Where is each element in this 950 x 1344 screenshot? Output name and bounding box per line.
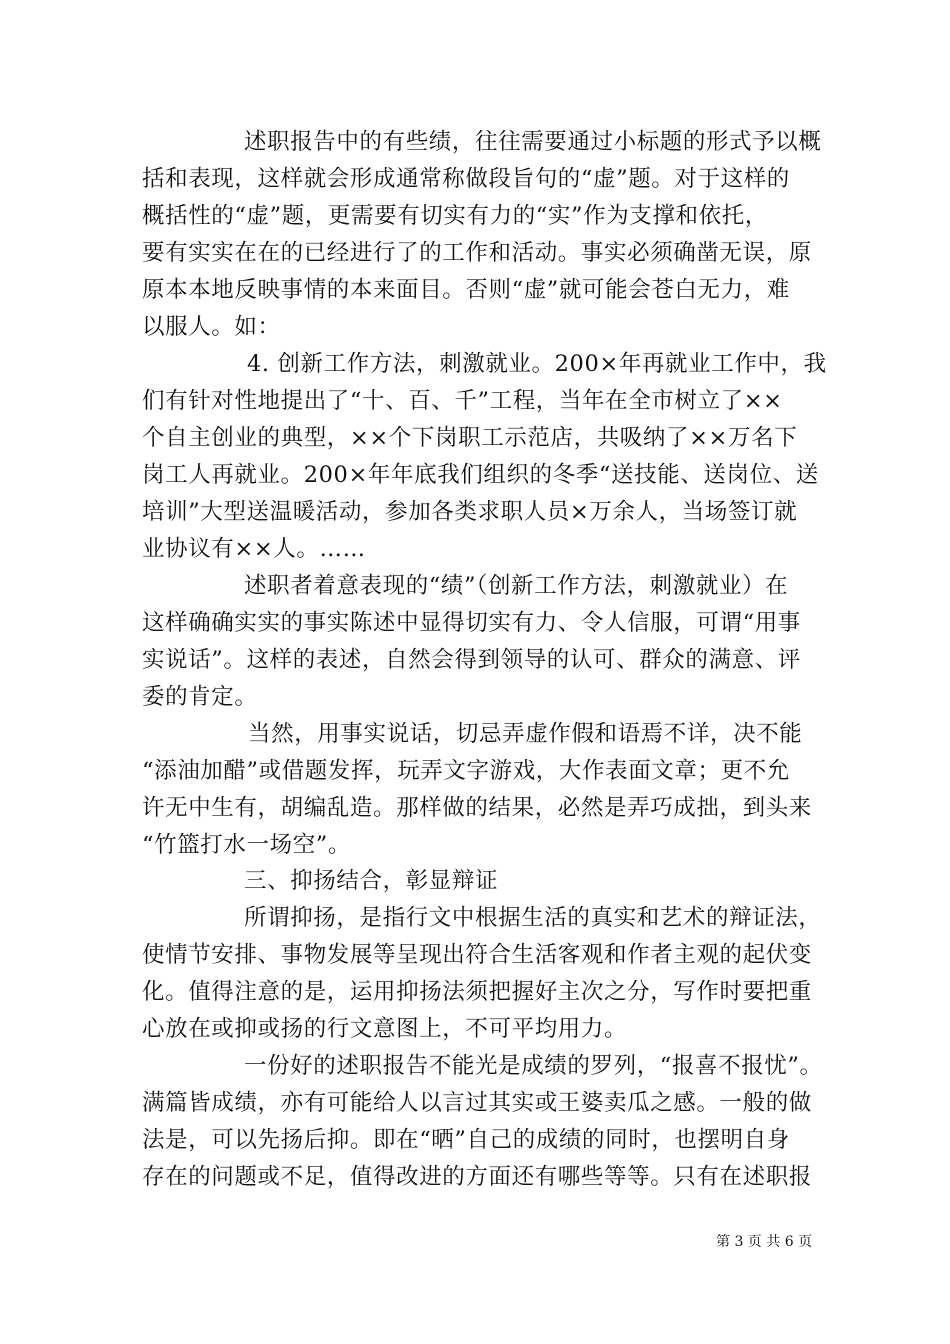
- section-heading: 三、抑扬结合，彰显辩证: [244, 868, 499, 894]
- text-line: 实说话”。这样的表述，自然会得到领导的认可、群众的满意、评: [142, 647, 801, 673]
- text-line: 这样确确实实的事实陈述中显得切实有力、令人信服，可谓“用事: [142, 610, 801, 636]
- text-line: “添油加醋”或借题发挥，玩弄文字游戏，大作表面文章；更不允: [142, 758, 790, 784]
- text-line: 许无中生有，胡编乱造。那样做的结果，必然是弄巧成拙，到头来: [142, 795, 812, 821]
- text-line: 所谓抑扬，是指行文中根据生活的真实和艺术的辩证法，: [244, 905, 822, 931]
- text-line: 原本本地反映事情的本来面目。否则“虚”就可能会苍白无力，难: [142, 277, 790, 303]
- text-line: 业协议有××人。……: [142, 536, 366, 562]
- text-line: 使情节安排、事物发展等呈现出符合生活客观和作者主观的起伏变: [142, 942, 812, 968]
- text-line: 概括性的“虚”题，更需要有切实有力的“实”作为支撑和依托，: [142, 203, 768, 229]
- text-line: 委的肯定。: [142, 684, 258, 710]
- text-line: 满篇皆成绩，亦有可能给人以言过其实或王婆卖瓜之感。一般的做: [142, 1090, 812, 1116]
- text-line: “竹篮打水一场空”。: [142, 832, 352, 858]
- text-line: 们有针对性地提出了“十、百、千”工程，当年在全市树立了××: [142, 388, 783, 414]
- text-line: 岗工人再就业。200×年年底我们组织的冬季“送技能、送岗位、送: [142, 462, 819, 488]
- text-line: 存在的问题或不足，值得改进的方面还有哪些等等。只有在述职报: [142, 1164, 812, 1190]
- text-line: 个自主创业的典型，××个下岗职工示范店，共吸纳了××万名下: [142, 425, 798, 451]
- text-line: 法是，可以先扬后抑。即在“晒”自己的成绩的同时，也摆明自身: [142, 1127, 790, 1153]
- text-line: 化。值得注意的是，运用抑扬法须把握好主次之分，写作时要把重: [142, 979, 812, 1005]
- page-number: 第 3 页 共 6 页: [716, 1234, 813, 1250]
- text-line: 4. 创新工作方法，刺激就业。200×年再就业工作中，我: [247, 351, 827, 377]
- text-line: 以服人。如：: [142, 314, 281, 340]
- text-line: 要有实实在在的已经进行了的工作和活动。事实必须确凿无误，原: [142, 240, 812, 266]
- text-line: 当然，用事实说话，切忌弄虚作假和语焉不详，决不能: [248, 721, 803, 747]
- text-line: 心放在或抑或扬的行文意图上，不可平均用力。: [142, 1016, 628, 1042]
- text-line: 括和表现，这样就会形成通常称做段旨句的“虚”题。对于这样的: [142, 166, 790, 192]
- text-line: 培训”大型送温暖活动，参加各类求职人员×万余人，当场签订就: [142, 499, 798, 525]
- text-line: 一份好的述职报告不能光是成绩的罗列，“报喜不报忧”。: [244, 1053, 823, 1079]
- text-line: 述职报告中的有些绩，往往需要通过小标题的形式予以概: [244, 129, 822, 155]
- text-line: 述职者着意表现的“绩”（创新工作方法，刺激就业）在: [244, 573, 789, 599]
